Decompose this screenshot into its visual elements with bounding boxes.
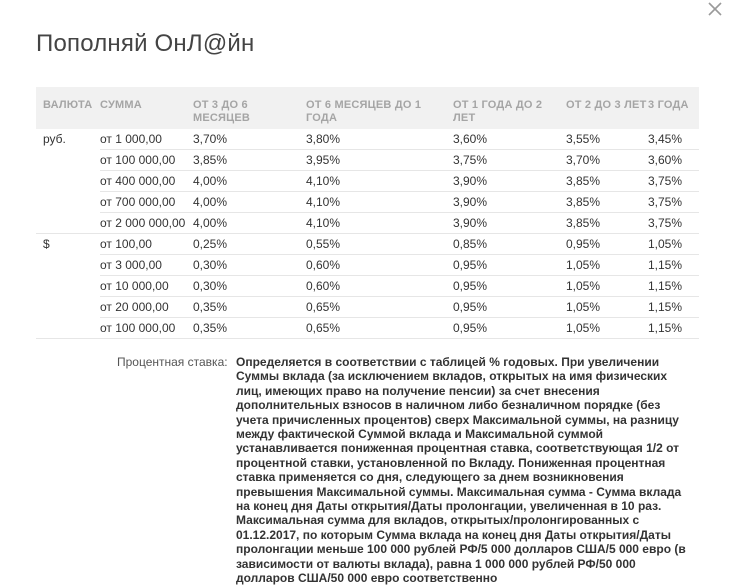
rates-body	[36, 129, 699, 339]
currency-cell	[36, 297, 100, 318]
rate-cell: 4,10%	[306, 192, 453, 213]
rate-description-label: Процентная ставка:	[117, 355, 228, 369]
rate-cell: 0,95%	[453, 297, 566, 318]
amount-cell: от 1 000,00	[100, 129, 193, 150]
rate-cell: 0,95%	[453, 276, 566, 297]
amount-cell: от 100 000,00	[100, 150, 193, 171]
rates-table	[36, 87, 699, 339]
rate-cell: 3,90%	[453, 213, 566, 234]
rate-cell: 3,85%	[566, 192, 648, 213]
rate-cell: 1,05%	[566, 297, 648, 318]
header-amount: СУММА	[100, 87, 193, 129]
rate-cell: 1,15%	[648, 255, 699, 276]
amount-cell: от 700 000,00	[100, 192, 193, 213]
table-row	[36, 297, 699, 318]
rate-cell: 0,95%	[566, 234, 648, 255]
rate-cell: 0,95%	[453, 318, 566, 339]
rate-cell: 0,60%	[306, 276, 453, 297]
rate-cell: 3,95%	[306, 150, 453, 171]
rate-cell: 0,55%	[306, 234, 453, 255]
rate-cell: 3,90%	[453, 171, 566, 192]
rate-cell: 0,85%	[453, 234, 566, 255]
rate-cell: 3,80%	[306, 129, 453, 150]
amount-cell: от 20 000,00	[100, 297, 193, 318]
table-row	[36, 255, 699, 276]
rate-cell: 0,65%	[306, 297, 453, 318]
rate-cell: 1,15%	[648, 297, 699, 318]
rate-cell: 1,05%	[566, 255, 648, 276]
rate-cell: 3,75%	[648, 213, 699, 234]
amount-cell: от 10 000,00	[100, 276, 193, 297]
table-row	[36, 318, 699, 339]
page-title: Пополняй ОнЛ@йн	[36, 30, 255, 57]
header-currency: ВАЛЮТА	[36, 87, 100, 129]
rate-cell: 3,75%	[648, 171, 699, 192]
currency-cell	[36, 318, 100, 339]
header-6-months-1-year: ОТ 6 МЕСЯЦЕВ ДО 1 ГОДА	[306, 87, 453, 129]
rate-cell: 0,25%	[193, 234, 306, 255]
rate-cell: 0,35%	[193, 318, 306, 339]
currency-cell	[36, 255, 100, 276]
amount-cell: от 100,00	[100, 234, 193, 255]
header-3-years: 3 ГОДА	[648, 87, 699, 129]
rate-cell: 3,75%	[648, 192, 699, 213]
close-icon	[704, 0, 726, 18]
header-2-3-years: ОТ 2 ДО 3 ЛЕТ	[566, 87, 648, 129]
table-row	[36, 150, 699, 171]
rate-cell: 3,70%	[193, 129, 306, 150]
rate-cell: 4,10%	[306, 171, 453, 192]
table-row	[36, 129, 699, 150]
rate-cell: 1,15%	[648, 276, 699, 297]
rate-cell: 3,75%	[453, 150, 566, 171]
currency-cell	[36, 213, 100, 234]
rate-cell: 0,65%	[306, 318, 453, 339]
currency-cell	[36, 171, 100, 192]
rate-cell: 0,30%	[193, 255, 306, 276]
rate-cell: 1,05%	[566, 276, 648, 297]
table-row	[36, 276, 699, 297]
currency-cell	[36, 192, 100, 213]
rate-cell: 4,00%	[193, 171, 306, 192]
rate-cell: 3,45%	[648, 129, 699, 150]
currency-cell: $	[43, 237, 50, 252]
header-1-2-years: ОТ 1 ГОДА ДО 2 ЛЕТ	[453, 87, 566, 129]
rate-cell: 3,90%	[453, 192, 566, 213]
table-row	[36, 213, 699, 234]
rate-cell: 3,60%	[648, 150, 699, 171]
currency-cell	[36, 150, 100, 171]
rate-cell: 1,05%	[648, 234, 699, 255]
rate-cell: 0,60%	[306, 255, 453, 276]
rate-cell: 0,30%	[193, 276, 306, 297]
rate-cell: 3,85%	[566, 171, 648, 192]
rate-cell: 1,05%	[566, 318, 648, 339]
currency-cell	[36, 276, 100, 297]
rate-cell: 3,55%	[566, 129, 648, 150]
close-button[interactable]	[704, 0, 726, 18]
rate-description-text: Определяется в соответствии с таблицей % годовых. При увеличении Суммы вклада (за исключением вкладов, открытых на имя физических лиц, имеющих право на получение пенсии) за счет внесения дополнительных взносов в наличном либо безналичном порядке (без учета причисленных процентов) сверх Максимальной суммы, на разницу между фактической Суммой вклада и Максимальной суммой устанавливается пониженная процентная ставка, соответствующая 1/2 от процентной ставки, установленной по Вкладу. Пониженная процентная ставка применяется со дня, следующего за днем возникновения превышения Максимальной суммы. Максимальная сумма - Сумма вклада на конец дня Даты открытия/Даты пролонгации, увеличенная в 10 раз. Максимальная сумма для вкладов, открытых/пролонгированных с 01.12.2017, по которым Сумма вклада на конец дня Даты открытия/Даты пролонгации меньше 100 000 рублей РФ/5 000 долларов США/5 000 евро (в зависимости от валюты вклада), равна 1 000 000 рублей РФ/50 000 долларов США/50 000 евро соответственно	[236, 355, 686, 586]
rate-cell: 1,15%	[648, 318, 699, 339]
table-row	[36, 234, 699, 255]
rate-cell: 3,85%	[566, 213, 648, 234]
currency-cell: руб.	[43, 132, 66, 147]
header-3-6-months: ОТ 3 ДО 6 МЕСЯЦЕВ	[193, 87, 306, 129]
table-row	[36, 192, 699, 213]
rate-cell: 4,10%	[306, 213, 453, 234]
amount-cell: от 2 000 000,00	[100, 213, 193, 234]
rate-cell: 4,00%	[193, 213, 306, 234]
amount-cell: от 100 000,00	[100, 318, 193, 339]
rate-cell: 0,95%	[453, 255, 566, 276]
rate-cell: 0,35%	[193, 297, 306, 318]
rate-cell: 3,70%	[566, 150, 648, 171]
rate-cell: 3,60%	[453, 129, 566, 150]
amount-cell: от 3 000,00	[100, 255, 193, 276]
amount-cell: от 400 000,00	[100, 171, 193, 192]
rate-cell: 3,85%	[193, 150, 306, 171]
rate-cell: 4,00%	[193, 192, 306, 213]
table-header-row	[36, 87, 699, 129]
table-row	[36, 171, 699, 192]
